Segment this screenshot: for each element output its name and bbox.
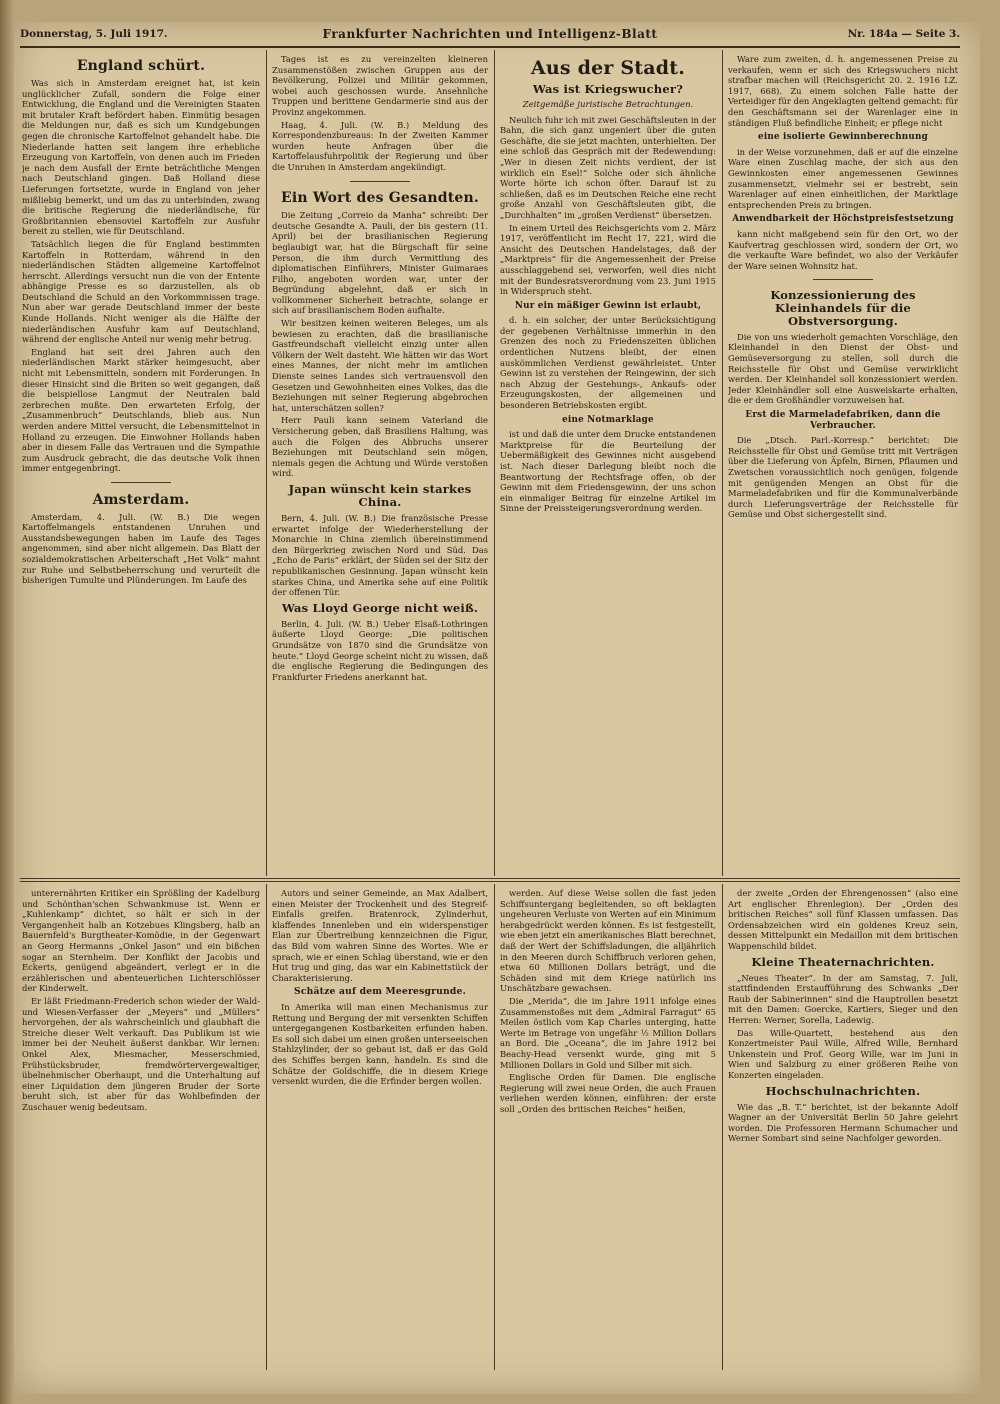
paragraph: ist und daß die unter dem Drucke entstandenen Marktpreise für die Beurteilung der Uebermäßigkeit des Gewinnes nicht ausgebend ist. Nach dieser Darlegung bleibt noch die Beantwortung der Rechtsfrage offen, ob der Gewinn mit dem Friedensgewinn, der uns schon ein einmaliger Beitrag für einzelne Artikel im Sinne der Preissteigerungsverordnung werden.	[500, 429, 716, 514]
section-rule	[20, 881, 960, 882]
masthead	[20, 24, 960, 48]
paragraph: Autors und seiner Gemeinde, an Max Adalbert, einen Meister der Trockenheit und des Stegreif-Einfalls greifen. Bratenrock, Zylinderhut, klaffendes Innenleben und ein widerspenstiger Elan zur Übertreibung kennzeichnen die Figur, das Bild vom wahren Sinne des Wortes. Wie er sprach, wie er einen Schlag überstand, wie er den Hut trug und ging, das war ein Kabinettstück der Charakterisierung.	[272, 888, 488, 983]
inline-heading: Erst die Marmeladefabriken, dann die Verbraucher.	[745, 410, 941, 431]
article-column-4	[728, 54, 958, 876]
masthead-issue: Nr. 184a — Seite 3.	[847, 28, 960, 40]
paragraph: Das Wille-Quartett, bestehend aus den Konzertmeister Paul Wille, Alfred Wille, Bernhard Unkenstein und Prof. Georg Wille, war im Juni in Wien und Salzburg zu einer größeren Reihe von Konzerten eingeladen.	[728, 1027, 958, 1080]
feuilleton-column-4	[728, 888, 958, 1368]
paragraph: Amsterdam, 4. Juli. (W. B.) Die wegen Kartoffelmangels entstandenen Unruhen und Ausstandsbewegungen haben im Laufe des Tages angenommen, sind aber nicht allgemein. Das Blatt der sozialdemokratischen Arbeiterschaft „Het Volk“ mahnt zur Ruhe und Selbstbeherrschung und verurteilt die bisherigen Tumulte und Plünderungen. Im Laufe des	[22, 511, 260, 586]
headline-aus-der-stadt: Aus der Stadt.	[530, 57, 686, 79]
paragraph: in der Weise vorzunehmen, daß er auf die einzelne Ware einen Zuschlag mache, der sich aus den Gewinnkosten einer angemessenen Gewinnes zusammensetzt, vielmehr sei er bestrebt, sein Warenlager auf einen einheitlichen, der Marktlage entsprechenden Preis zu bringen.	[728, 146, 958, 210]
paragraph: der zweite „Orden der Ehrengenossen“ (also eine Art englischer Ehrenlegion). Der „Orden des britischen Reiches“ soll fünf Klassen umfassen. Das Ordensabzeichen wird ein goldenes Kreuz sein, dessen Mittelpunkt ein Medaillon mit dem britischen Wappenschild bildet.	[728, 888, 958, 951]
paragraph: Was sich in Amsterdam ereignet hat, ist kein unglücklicher Zufall, sondern die Folge einer Entwicklung, die England und die Vereinigten Staaten mit brutaler Kraft befördert haben. Einmütig besagen die Meldungen nur, daß es sich um Kundgebungen gegen die chronische Kartoffelnot gehandelt habe. Die Niederlande hatten seit langem ihre erhebliche Erzeugung von Kartoffeln, von denen auch im Frieden je nach dem Ausfall der Ernte beträchtliche Mengen nach Deutschland gingen. Daß Holland diese Lieferungen fortsetzte, wurde in England von jeher mißliebig bemerkt, und um das zu unterbinden, zwang die britische Regierung die niederländische, für Großbritannien ebensoviel Kartoffeln zur Ausfuhr bereit zu stellen, wie für Deutschland.	[22, 78, 260, 237]
paragraph: In einem Urteil des Reichsgerichts vom 2. März 1917, veröffentlicht im Recht 17, 221, wird die Ansicht des Deutschen Handelstages, daß der „Marktpreis“ für die Angemessenheit der Preise ausschlaggebend sei, verworfen, weil dies nicht mit der Bundesratsverordnung vom 23. Juni 1915 in Widerspruch steht.	[500, 222, 716, 297]
feuilleton-column-2	[272, 888, 488, 1368]
paragraph: Wie das „B. T.“ berichtet, ist der bekannte Adolf Wagner an der Universität Berlin 50 Jahre gelehrt worden. Die Professoren Hermann Schumacher und Werner Sombart sind seine Nachfolger geworden.	[728, 1101, 958, 1144]
masthead-title: Frankfurter Nachrichten und Intelligenz-Blatt	[322, 27, 658, 41]
feuilleton-column-3	[500, 888, 716, 1368]
column-rule	[266, 50, 267, 876]
headline-konzessionierung: Konzessionierung des Kleinhandels für die Obstversorgung.	[770, 287, 916, 328]
paragraph: Er läßt Friedmann-Frederich schon wieder der Wald- und Wiesen-Verfasser der „Meyers“ und „Müllers“ hervorgehen, der als wahrscheinlich und glaubhaft die Streiche dieser Welt verkauft. Das Publikum ist wie immer bei der Neuheit äußerst dankbar. Wir lernen: Onkel Alex, Miesmacher, Messerschmied, Frühstücksbruder, fremdwörtervergewaltiger, übelnehmischer Oberhaupt, und die Unterhaltung auf einer Liquidation dem jüngeren Bruder der Sorte beruht sich, ist aber für das Wohlbefinden der Zuschauer wenig bedeutsam.	[22, 995, 260, 1112]
paragraph: Englische Orden für Damen. Die englische Regierung will zwei neue Orden, die auch Frauen verliehen werden können, einführen: der erste soll „Orden des britischen Reiches“ heißen,	[500, 1072, 716, 1114]
paragraph: Herr Pauli kann seinem Vaterland die Versicherung geben, daß Brasiliens Haltung, was auch die Folgen des Abbruchs unserer Beziehungen mit Deutschland sein mögen, niemals gegen die Achtung und Würde verstoßen wird.	[272, 415, 488, 479]
paragraph: Neulich fuhr ich mit zwei Geschäftsleuten in der Bahn, die sich ganz ungeniert über die guten Geschäfte, die sie jetzt machten, unterhielten. Der eine schloß das Gespräch mit der Redewendung: „Wer in diesen Zeit nichts verdient, der ist wirklich ein Esel!“ Solche oder sich ähnliche Worte hörte ich schon öfter. Darauf ist zu schließen, daß es im Deutschen Reiche eine recht große Anzahl von Geschäftsleuten gibt, die „Durchhalten“ im „großen Verdienst“ übersetzen.	[500, 114, 716, 220]
headline-hochschulnachrichten: Hochschulnachrichten.	[765, 1083, 921, 1098]
paragraph: unterernährten Kritiker ein Sprößling der Kadelburg und Schönthan'schen Schwankmuse ist. Wenn er „Kuhlenkamp“ dichtet, so hält er sich in der Vergangenheit halb an Kotzebues Klingsberg, halb an Bauernfeld's Burgtheater-Komödie, in der Gegenwart an Georg Hermanns „Onkel Jason“ und ein bißchen sogar an Sternheim. Der Konflikt der Jacobis und Eckerts, genügend abgeändert, verlegt er in die erzählerischen und abenteuerlichen Lichterschlösser der Kinderwelt.	[22, 888, 260, 994]
headline-amsterdam: Amsterdam.	[92, 491, 190, 508]
column-rule	[266, 884, 267, 1370]
headline-theaternachrichten: Kleine Theaternachrichten.	[751, 954, 935, 969]
divider	[22, 477, 260, 488]
article-column-2	[272, 54, 488, 876]
paragraph: Die von uns wiederholt gemachten Vorschläge, den Kleinhandel in den Dienst der Obst- und Gemüseversorgung zu stellen, soll durch die Reichsstelle für Obst und Gemüse verwirklicht werden. Der Kleinhandel soll konzessioniert werden. Jeder Kleinhändler soll eine Ausweiskarte erhalten, die er dem Großhändler vorzuweisen hat.	[728, 331, 958, 406]
section-rule	[20, 878, 960, 879]
paragraph: d. h. ein solcher, der unter Berücksichtigung der gegebenen Verhältnisse immerhin in den Grenzen des noch zu Friedenszeiten üblichen ordentlichen Nutzens bleibt, der einen auskömmlichen Verdienst gewährleistet. Unter Gewinn ist zu verstehen der Reingewinn, der sich nach Abzug der Gestehungs-, Ankaufs- oder Erzeugungskosten, der allgemeinen und besonderen Betriebskosten ergibt.	[500, 315, 716, 411]
headline-ein-wort-des-gesandten: Ein Wort des Gesandten.	[281, 190, 479, 207]
inline-heading: eine isolierte Gewinnberechnung	[758, 132, 928, 143]
page-shadow-edge	[0, 0, 14, 1404]
headline-kriegswucher: Was ist Kriegswucher?	[532, 82, 684, 96]
paragraph: In Amerika will man einen Mechanismus zur Rettung und Bergung der mit versenkten Schiffen untergegangenen Kostbarkeiten erfunden haben. Es soll sich dabei um einen großen unterseeischen Stahlzylinder, der so gebaut ist, daß er das Gold des Schiffes bergen kann, handeln. Es sind die Schätze der Goldschiffe, die in diesem Kriege versenkt wurden, die die Erfinder bergen wollen.	[272, 1001, 488, 1087]
paragraph: Ware zum zweiten, d. h. angemessenen Preise zu verkaufen, wenn er sich des Kriegswuchers nicht strafbar machen will (Reichsgericht 20. 2. 1916 LZ. 1917, 668). Zu einem solchen Falle hatte der Verteidiger für den Angeklagten geltend gemacht: für den Geschäftsmann sei der Warenlager eine in ständigen Fluß befindliche Einheit; er pflege nicht	[728, 54, 958, 128]
paragraph: Tages ist es zu vereinzelten kleineren Zusammenstößen zwischen Gruppen aus der Bevölkerung, Polizei und Militär gekommen, wobei auch geschossen wurde. Ansehnliche Truppen und berittene Gendarmerie sind aus der Provinz angekommen.	[272, 54, 488, 117]
feuilleton-column-1	[22, 888, 260, 1368]
paragraph: Bern, 4. Juli. (W. B.) Die französische Presse erwartet infolge der Wiederherstellung der Monarchie in China ziemlich übereinstimmend den Bürgerkrieg zwischen Nord und Süd. Das „Echo de Paris“ erklärt, der Süden sei der Sitz der republikanischen Gesinnung. Japan wünscht kein starkes China, und Amerika sehe auf eine Politik der offenen Tür.	[272, 512, 488, 598]
headline-england-schuert: England schürt.	[76, 58, 206, 74]
paragraph: England hat seit drei Jahren auch den niederländischen Markt stärker heimgesucht, aber nicht mit Lebensmitteln, sondern mit Forderungen. In dieser Hinsicht sind die Briten so weit gegangen, daß die beispiellose Langmut der Neutralen bald zerbrechen mußte. Den erwarteten Erfolg, der „Zusammenbruch“ Deutschlands, blieb aus. Nun werden andere Mittel versucht, die Lebensmittelnot in Holland zu erzeugen. Die Einwohner Hollands haben aber in diesem Falle das Vertrauen und die Sympathie zum Ausdruck gebracht, die das deutsche Volk ihnen immer entgegenbringt.	[22, 346, 260, 474]
paragraph: Die „Merida“, die im Jahre 1911 infolge eines Zusammenstoßes mit dem „Admiral Farragut“ 65 Meilen östlich vom Kap Charles unterging, hatte Werte im Betrage von ungefähr ½ Million Dollars an Bord. Die „Oceana“, die im Jahre 1912 bei Beachy-Head versenkt wurde, ging mit 5 Millionen Dollars in Gold und Silber mit sich.	[500, 995, 716, 1070]
paragraph: werden. Auf diese Weise sollen die fast jeden Schiffsuntergang begleitenden, so oft beklagten ungeheuren Verluste von Werten auf ein Minimum herabgedrückt werden können. Es ist festgestellt, wie eben jetzt ein amerikanisches Blatt berechnet, daß der Wert der Schiffsladungen, die alljährlich in den Meeren durch Schiffbruch verloren gehen, etwa 60 Millionen Dollars beträgt, und die Schäden sind mit dem Kriege natürlich ins Unschätzbare gewachsen.	[500, 888, 716, 994]
subheadline: Zeitgemäße juristische Betrachtungen.	[522, 100, 694, 110]
headline-schaetze: Schätze auf dem Meeresgrunde.	[294, 986, 466, 998]
column-rule	[722, 50, 723, 876]
inline-heading: eine Notmarklage	[562, 414, 654, 425]
paragraph: Wir besitzen keinen weiteren Beleges, um als bewiesen zu erachten, daß die brasilianische Gastfreundschaft vielleicht einzig unter allen Völkern der Welt dasteht. Wie hätten wir das Wort eines Mannes, der nicht mehr im amtlichen Dienste seines Landes sich vertrauensvoll den Gesetzen und Gewohnheiten eines Volkes, das die Beziehungen mit seiner Regierung abgebrochen hat, unterschätzen sollen?	[272, 318, 488, 413]
masthead-date: Donnerstag, 5. Juli 1917.	[20, 28, 168, 40]
headline-lloyd-george: Was Lloyd George nicht weiß.	[281, 600, 479, 615]
paragraph: Die Zeitung „Correio da Manha“ schreibt: Der deutsche Gesandte A. Pauli, der bis gestern (11. April) bei der brasilianischen Regierung beglaubigt war, hat die Bürgschaft für seine Person, die ihm durch Vermittlung des diplomatischen Einführers, Minister Guimaraes Filho, angeboten worden war, unter der Begründung abgelehnt, daß er sich in vollkommener Sicherheit betrachte, solange er sich auf brasilianischem Boden aufhalte.	[272, 210, 488, 316]
paragraph: Berlin, 4. Juli. (W. B.) Ueber Elsaß-Lothringen äußerte Lloyd George: „Die politischen Grundsätze von 1870 sind die Grundsätze von heute.“ Lloyd George scheint nicht zu wissen, daß die englische Regierung die Bedingungen des Frankfurter Friedens anerkannt hat.	[272, 618, 488, 682]
paragraph: Die „Dtsch. Parl.-Korresp.“ berichtet: Die Reichsstelle für Obst und Gemüse tritt mit Verträgen über die Lieferung von Äpfeln, Birnen, Pflaumen und Zwetschen voraussichtlich noch genügen, folgende mit genügenden Mengen an Obst für die Marmeladefabriken und für die Kommunalverbände durch Lieferungsverträge der Reichsstelle für Gemüse und Obst sichergestellt sind.	[728, 435, 958, 520]
column-rule	[494, 884, 495, 1370]
article-column-1	[22, 54, 260, 876]
column-rule	[722, 884, 723, 1370]
divider	[272, 176, 488, 187]
paragraph: Haag, 4. Juli. (W. B.) Meldung des Korrespondenzbureaus: In der Zweiten Kammer wurden heute Anfragen über die Kartoffelausfuhrpolitik der Regierung und über die Unruhen in Amsterdam angekündigt.	[272, 119, 488, 172]
paragraph: kann nicht maßgebend sein für den Ort, wo der Kaufvertrag geschlossen wird, sondern der Ort, wo die verkaufte Ware befindet, wo also der Verkäufer der Ware seinen Wohnsitz hat.	[728, 228, 958, 271]
paragraph: „Neues Theater“. In der am Samstag, 7. Juli, stattfindenden Erstaufführung des Schwanks „Der Raub der Sabinerinnen“ sind die Hauptrollen besetzt mit den Damen: Goercke, Kartiers, Sieger und den Herren: Werner, Sorella, Ladewig.	[728, 972, 958, 1025]
divider	[728, 274, 958, 285]
headline-japan: Japan wünscht kein starkes China.	[288, 481, 472, 509]
inline-heading: Anwendbarkeit der Höchstpreisfestsetzung	[732, 214, 954, 225]
article-column-3	[500, 54, 716, 876]
column-rule	[494, 50, 495, 876]
inline-heading: Nur ein mäßiger Gewinn ist erlaubt,	[514, 300, 702, 311]
paragraph: Tatsächlich liegen die für England bestimmten Kartoffeln in Rotterdam, während in den niederländischen Städten allgemeine Kartoffelnot herrscht. Allerdings versucht nun die von der Entente abhängige Presse es so darzustellen, als ob Deutschland die Schuld an den Vorkommnissen trage. Nun aber war gerade Deutschland immer der beste Kunde Hollands. Nicht weniger als die Hälfte der niederländischen Ausfuhr kam auf Deutschland, während der englische Anteil nur wenig mehr betrug.	[22, 238, 260, 345]
